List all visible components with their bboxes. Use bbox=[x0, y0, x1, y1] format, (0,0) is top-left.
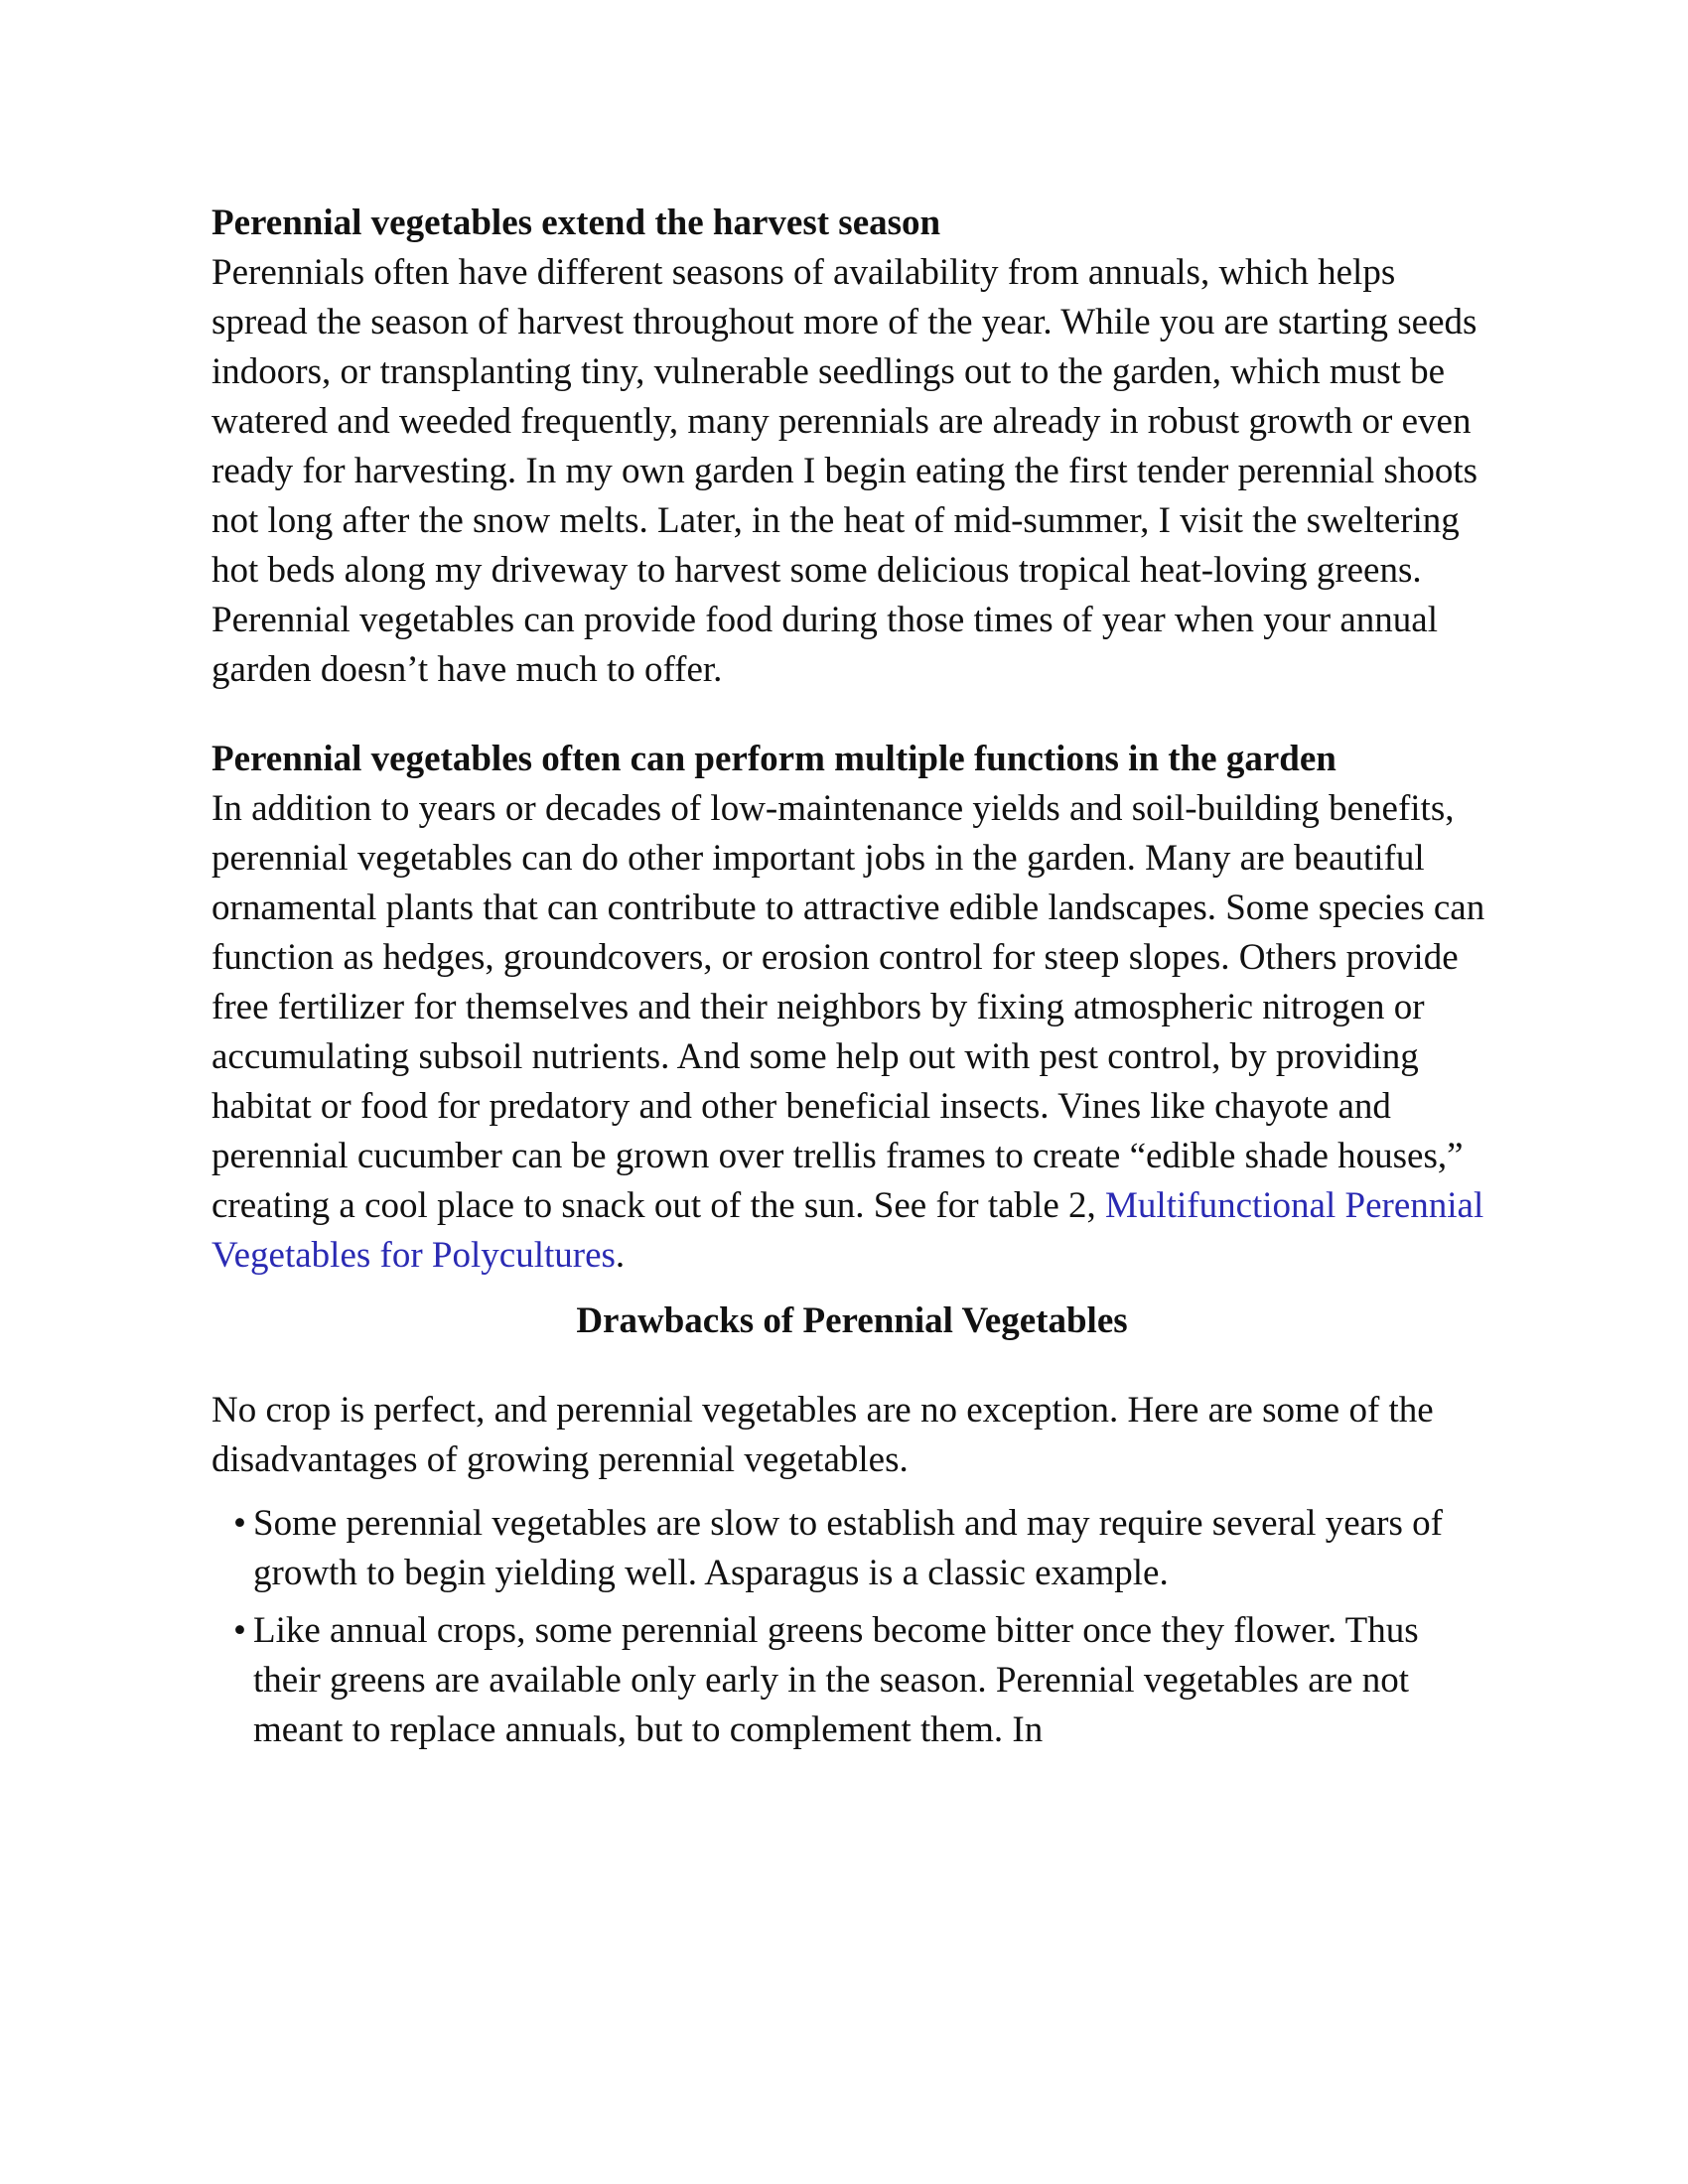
list-item bbox=[233, 1606, 1492, 1755]
paragraph-end-punctuation: . bbox=[615, 1235, 626, 1276]
table-2-link[interactable]: Multifunctional Perennial Vegetables for Polycultures bbox=[211, 1185, 1484, 1276]
spacer bbox=[211, 1346, 1492, 1386]
paragraph-multiple-functions bbox=[211, 784, 1492, 1281]
list-item-text: Like annual crops, some perennial greens become bitter once they flower. Thus their greens are available only early in the season. Perennial vegetables are not meant to replace annuals, but to complement them. In bbox=[253, 1610, 1419, 1750]
drawbacks-list bbox=[211, 1499, 1492, 1755]
paragraph-multiple-functions-text: In addition to years or decades of low-maintenance yields and soil-building benefits, perennial vegetables can do other important jobs in the garden. Many are beautiful ornamental plants that can contribute to attractive edible landscapes. Some species can function as hedges, groundcovers, or erosion control for steep slopes. Others provide free fertilizer for themselves and their neighbors by fixing atmospheric nitrogen or accumulating subsoil nutrients. And some help out with pest control, by providing habitat or food for predatory and other beneficial insects. Vines like chayote and perennial cucumber can be grown over trellis frames to create “edible shade houses,” creating a cool place to snack out of the sun. See for table 2, bbox=[211, 788, 1485, 1226]
bullet-icon: • bbox=[233, 1610, 246, 1651]
section-heading-multiple-functions: Perennial vegetables often can perform multiple functions in the garden bbox=[211, 739, 1336, 779]
section-heading-harvest-season: Perennial vegetables extend the harvest season bbox=[211, 203, 941, 243]
spacer bbox=[211, 695, 1492, 735]
list-item-text: Some perennial vegetables are slow to establish and may require several years of growth to begin yielding well. Asparagus is a classic example. bbox=[253, 1503, 1443, 1593]
list-item bbox=[233, 1499, 1492, 1598]
document-page bbox=[211, 199, 1492, 1763]
bullet-icon: • bbox=[233, 1503, 246, 1544]
paragraph-harvest-season: Perennials often have different seasons of availability from annuals, which helps spread the season of harvest throughout more of the year. While you are starting seeds indoors, or transplanting tiny, vulnerable seedlings out to the garden, which must be watered and weeded frequently, many perennials are already in robust growth or even ready for harvesting. In my own garden I begin eating the first tender perennial shoots not long after the snow melts. Later, in the heat of mid-summer, I visit the sweltering hot beds along my driveway to harvest some delicious tropical heat-loving greens. Perennial vegetables can provide food during those times of year when your annual garden doesn’t have much to offer. bbox=[211, 252, 1478, 690]
paragraph-drawbacks-intro: No crop is perfect, and perennial vegetables are no exception. Here are some of the disadvantages of growing perennial vegetables. bbox=[211, 1390, 1434, 1480]
section-heading-drawbacks: Drawbacks of Perennial Vegetables bbox=[576, 1300, 1128, 1341]
